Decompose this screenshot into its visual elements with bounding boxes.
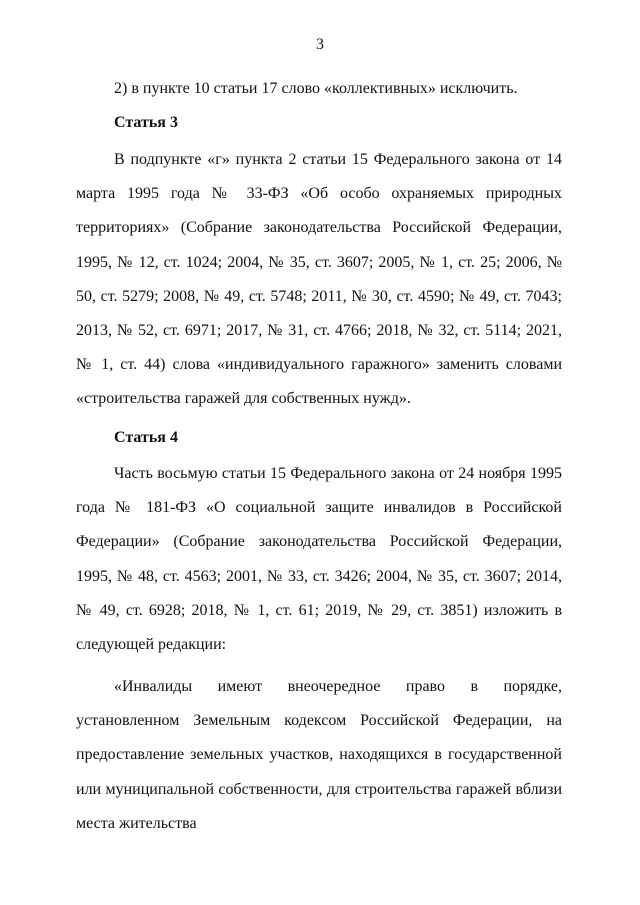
page-number: 3 bbox=[316, 36, 324, 53]
article-3-paragraph: В подпункте «г» пункта 2 статьи 15 Федерального закона от 14 марта 1995 года № 33-ФЗ «Об особо охраняемых природных территориях» (Собрание законодательства Российской Федерации, 1995, № 12, ст. 1024; 2004, № 35, ст. 3607; 2005, № 1, ст. 25; 2006, № 50, ст. 5279; 2008, № 49, ст. 5748; 2011, № 30, ст. 4590; № 49, ст. 7043; 2013, № 52, ст. 6971; 2017, № 31, ст. 4766; 2018, № 32, ст. 5114; 2021, № 1, ст. 44) слова «индивидуального гаражного» заменить словами «строительства гаражей для собственных нужд». bbox=[76, 151, 562, 408]
article-3-heading: Статья 3 bbox=[114, 114, 178, 131]
article-4-quote-paragraph: «Инвалиды имеют внеочередное право в порядке, установленном Земельным кодексом Российской Федерации, на предоставление земельных участков, находящихся в государственной или муниципальной собственности, для строительства гаражей вблизи места жительства bbox=[76, 678, 562, 832]
article-4-heading: Статья 4 bbox=[114, 429, 178, 446]
article-4-paragraph: Часть восьмую статьи 15 Федерального закона от 24 ноября 1995 года № 181-ФЗ «О социальной защите инвалидов в Российской Федерации» (Собрание законодательства Российской Федерации, 1995, № 48, ст. 4563; 2001, № 33, ст. 3426; 2004, № 35, ст. 3607; 2014, № 49, ст. 6928; 2018, № 1, ст. 61; 2019, № 29, ст. 3851) изложить в следующей редакции: bbox=[76, 465, 562, 654]
item-2-paragraph: 2) в пункте 10 статьи 17 слово «коллективных» исключить. bbox=[114, 80, 518, 97]
